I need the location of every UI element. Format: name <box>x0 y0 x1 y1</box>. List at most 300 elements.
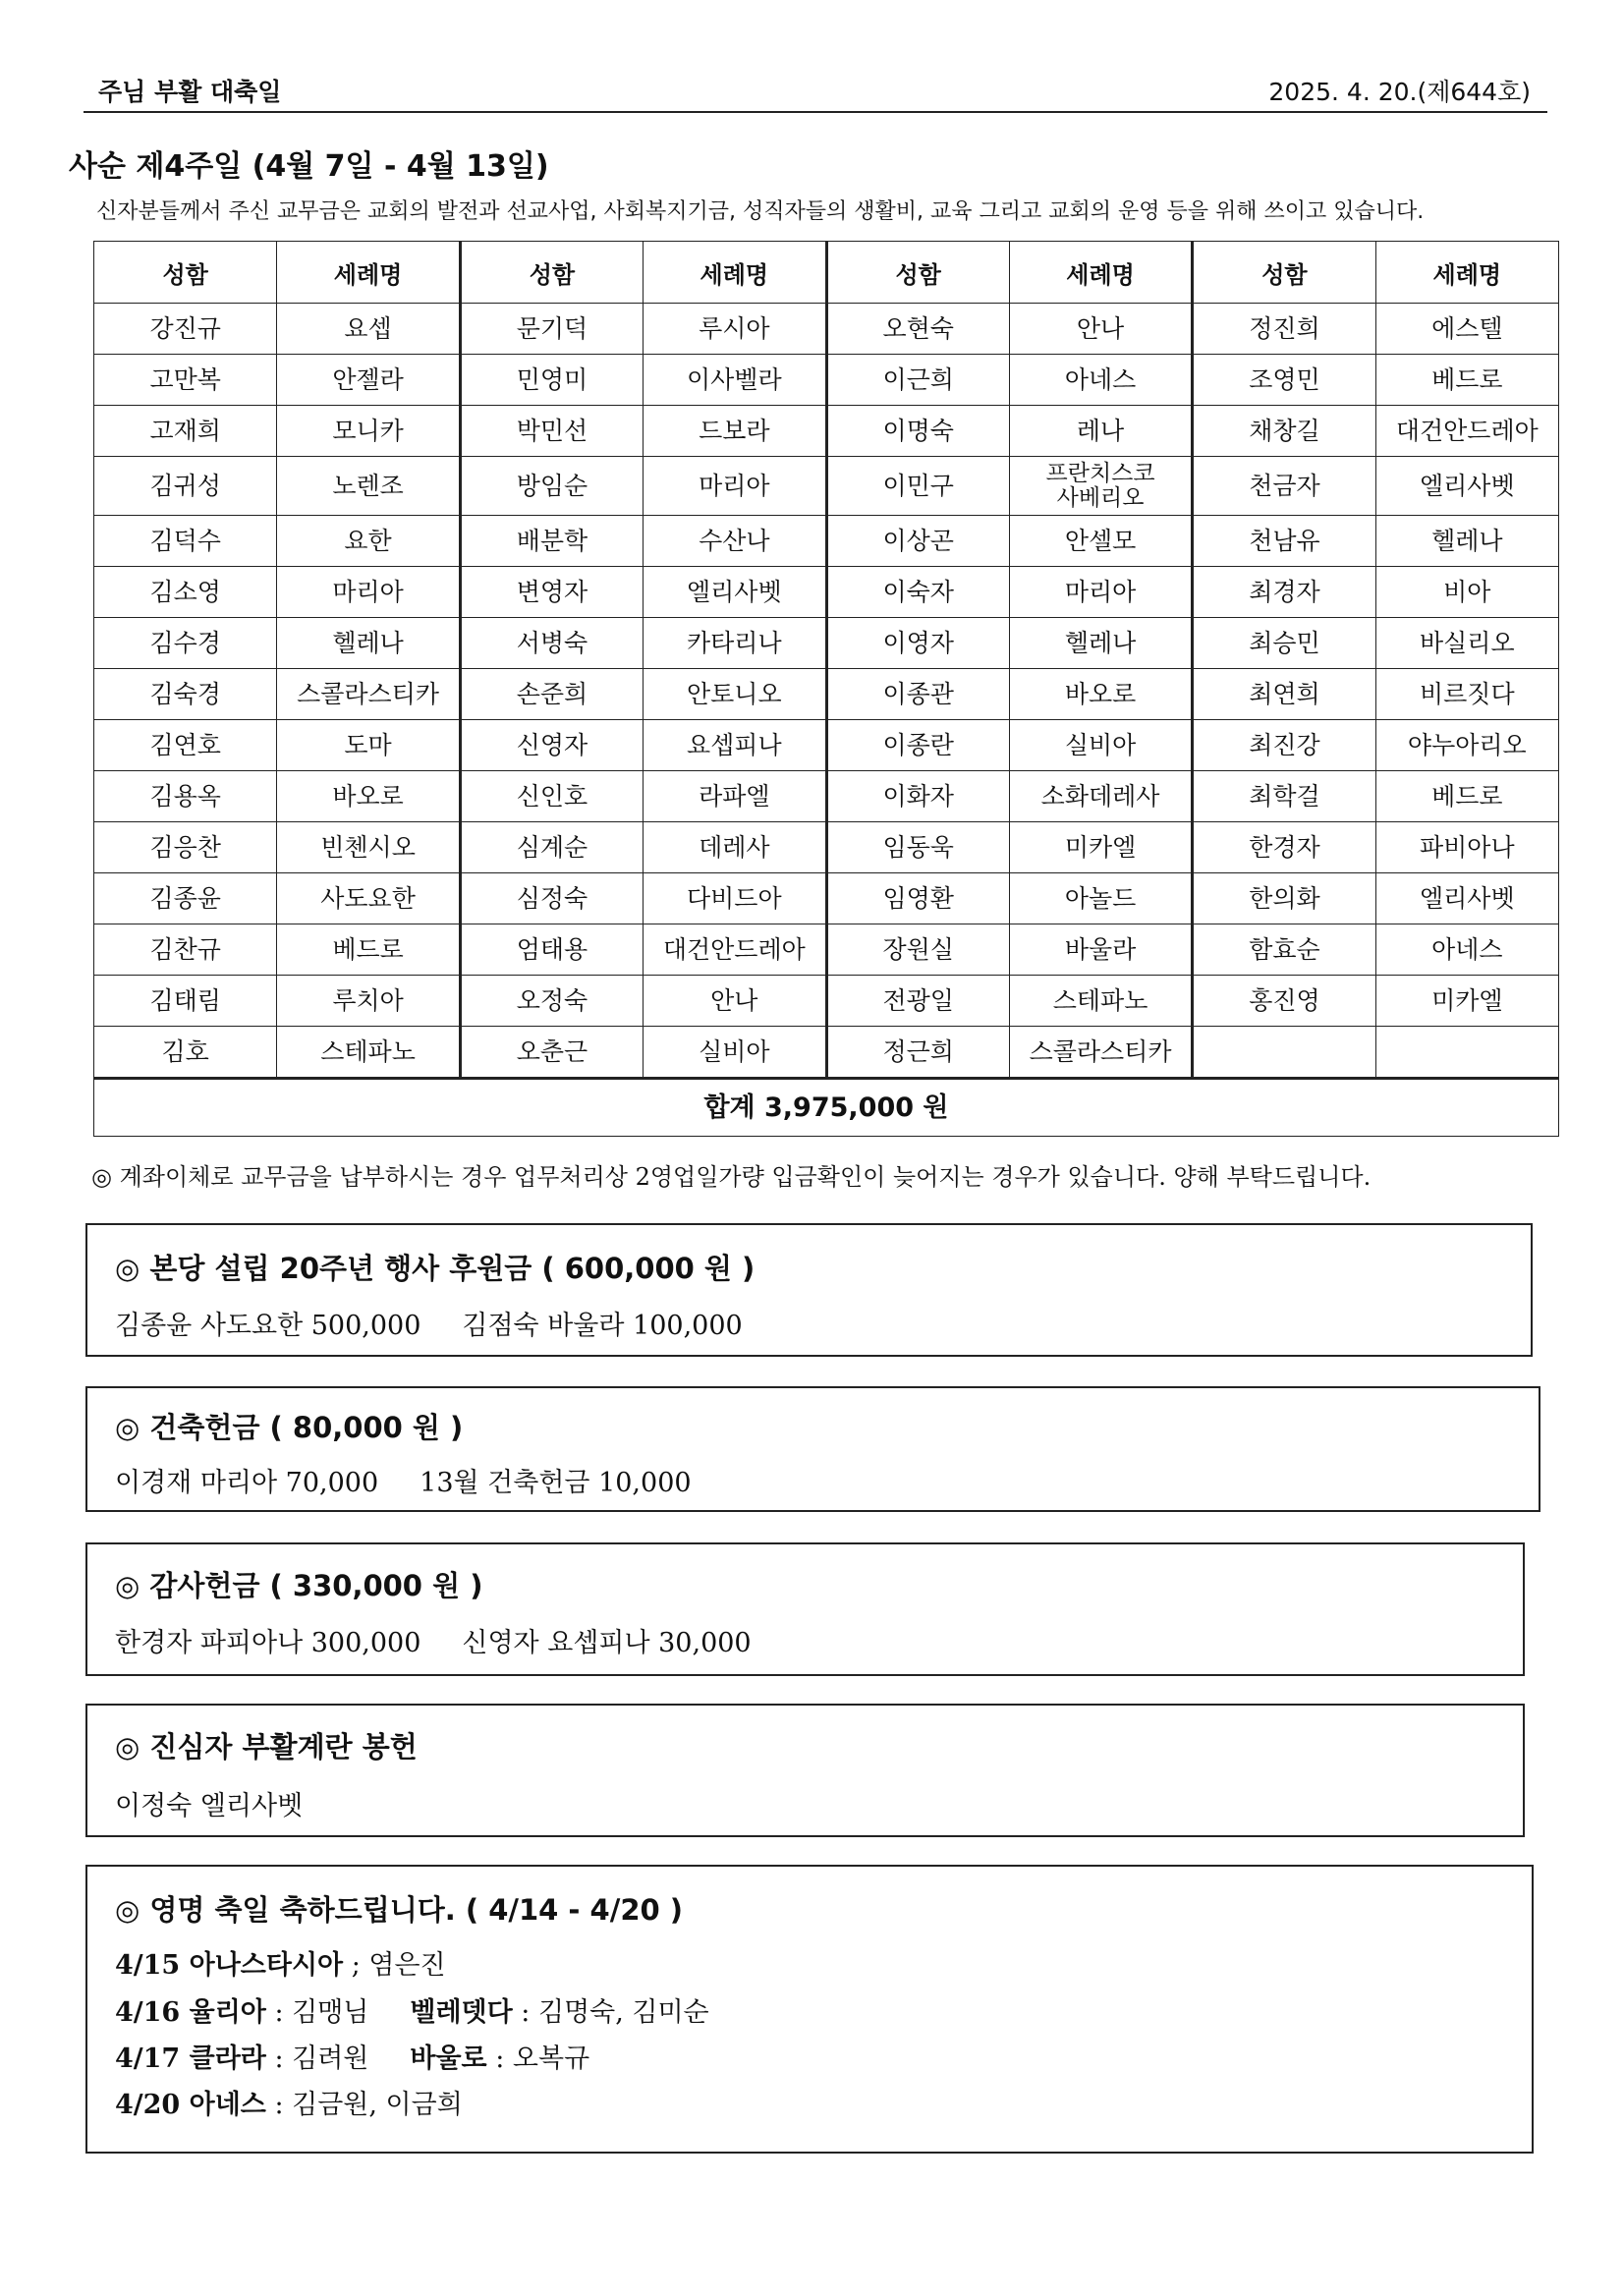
cell-text: 헬레나 <box>1431 527 1503 555</box>
table-row <box>94 822 1559 873</box>
donor-name-cell <box>460 924 643 976</box>
feast-line <box>115 2037 589 2075</box>
cell-text: 드보라 <box>699 417 770 445</box>
cell-text: 신영자 <box>516 731 588 759</box>
cell-text: 김용옥 <box>149 782 221 811</box>
cell-text: 한의화 <box>1249 884 1320 913</box>
donor-name-cell <box>460 771 643 822</box>
cell-text: 아놀드 <box>1064 884 1137 913</box>
cell-text: 프란치스코 사베리오 <box>1045 461 1155 511</box>
cell-text: 비르짓다 <box>1420 680 1515 708</box>
donor-name-cell <box>826 516 1009 567</box>
box-entries <box>115 1621 752 1659</box>
cell-text: 엄태용 <box>516 935 588 964</box>
baptismal-name-cell <box>644 618 826 669</box>
feast-people: 김려원 <box>292 2044 369 2074</box>
box-title: ◎ 본당 설립 20주년 행사 후원금 ( 600,000 원 ) <box>115 1252 756 1285</box>
baptismal-name-cell <box>644 1027 826 1079</box>
cell-text: 안토니오 <box>687 680 782 708</box>
baptismal-name-cell <box>644 771 826 822</box>
cell-text: 바울라 <box>1064 935 1137 964</box>
cell-text: 최연희 <box>1249 680 1320 708</box>
cell-text: 아네스 <box>1064 365 1137 394</box>
donor-name-cell <box>1193 669 1375 720</box>
baptismal-name-cell <box>1375 355 1558 406</box>
feast-line <box>115 1943 446 1982</box>
cell-text: 김귀성 <box>149 472 221 500</box>
cell-text: 임영환 <box>882 884 954 913</box>
cell-text: 손준희 <box>516 680 588 708</box>
baptismal-name-cell <box>644 567 826 618</box>
cell-text: 바실리오 <box>1420 629 1515 657</box>
cell-text: 오정숙 <box>516 986 588 1015</box>
donation-entry: 한경자 파피아나 300,000 <box>115 1628 421 1658</box>
cell-text: 노렌조 <box>332 472 404 500</box>
donor-name-cell <box>826 873 1009 924</box>
donor-name-cell <box>94 720 277 771</box>
donor-name-cell <box>460 516 643 567</box>
cell-text: 이화자 <box>882 782 954 811</box>
cell-text: 김소영 <box>149 578 221 606</box>
cell-text: 비아 <box>1443 578 1491 606</box>
cell-text: 소화데레사 <box>1040 782 1160 811</box>
baptismal-name-cell <box>1009 822 1192 873</box>
cell-text: 대건안드레아 <box>1395 417 1539 445</box>
donor-name-cell <box>826 406 1009 457</box>
donor-name-cell <box>460 618 643 669</box>
cell-text: 박민선 <box>516 417 588 445</box>
cell-text: 천금자 <box>1249 472 1320 500</box>
cell-text: 데레사 <box>699 833 770 862</box>
table-row <box>94 406 1559 457</box>
cell-text: 고재희 <box>149 417 221 445</box>
cell-text: 김태림 <box>149 986 221 1015</box>
cell-text: 요셉 <box>344 314 392 343</box>
cell-text: 김종윤 <box>149 884 221 913</box>
baptismal-name-cell <box>1009 720 1192 771</box>
baptismal-name-cell <box>277 1027 460 1079</box>
cell-text: 장원실 <box>882 935 954 964</box>
donor-name-cell <box>1193 873 1375 924</box>
baptismal-name-cell <box>277 618 460 669</box>
donor-name-cell <box>94 406 277 457</box>
donor-name-cell <box>94 457 277 516</box>
bulletin-date-issue: 2025. 4. 20.(제644호) <box>1268 78 1531 106</box>
cell-text: 헬레나 <box>1064 629 1137 657</box>
cell-text: 도마 <box>344 731 392 759</box>
table-row <box>94 1027 1559 1079</box>
baptismal-name-cell <box>1009 355 1192 406</box>
cell-text: 조영민 <box>1249 365 1320 394</box>
baptismal-name-cell <box>1009 406 1192 457</box>
cell-text: 임동욱 <box>882 833 954 862</box>
cell-text: 전광일 <box>882 986 954 1015</box>
donor-name-cell <box>460 669 643 720</box>
cell-text: 대건안드레아 <box>662 935 806 964</box>
cell-text: 엘리사벳 <box>1420 884 1515 913</box>
baptismal-name-cell <box>277 976 460 1027</box>
cell-text: 이숙자 <box>882 578 954 606</box>
donation-entry: 이경재 마리아 70,000 <box>115 1468 379 1498</box>
donor-name-cell <box>826 304 1009 355</box>
donor-name-cell <box>1193 618 1375 669</box>
cell-text: 베드로 <box>1431 365 1503 394</box>
donor-name-cell <box>94 618 277 669</box>
feast-people: 김금원, 이금희 <box>292 2090 463 2120</box>
cell-text: 스테파노 <box>1052 986 1148 1015</box>
baptismal-name-cell <box>644 516 826 567</box>
cell-text: 요셉피나 <box>687 731 782 759</box>
table-row <box>94 618 1559 669</box>
baptismal-name-cell <box>1375 457 1558 516</box>
cell-text: 정근희 <box>882 1037 954 1066</box>
cell-text: 사도요한 <box>320 884 416 913</box>
easter-egg-offering-box <box>85 1704 1525 1837</box>
cell-text: 고만복 <box>149 365 221 394</box>
table-header-row <box>94 242 1559 304</box>
baptismal-name-cell <box>277 304 460 355</box>
donor-name-cell <box>1193 516 1375 567</box>
baptismal-name-cell <box>1375 720 1558 771</box>
donor-name-cell <box>1193 924 1375 976</box>
baptismal-name-cell <box>1009 873 1192 924</box>
donor-name-cell <box>826 924 1009 976</box>
baptismal-name-cell <box>1375 924 1558 976</box>
anniversary-donation-box <box>85 1223 1533 1357</box>
cell-text: 미카엘 <box>1064 833 1137 862</box>
donor-name-cell <box>826 771 1009 822</box>
cell-text: 마리아 <box>699 472 770 500</box>
donor-name-cell <box>94 567 277 618</box>
column-header: 성함 <box>460 242 643 304</box>
box-entries <box>115 1784 303 1822</box>
cell-text: 이종관 <box>882 680 954 708</box>
table-row <box>94 567 1559 618</box>
cell-text: 김찬규 <box>149 935 221 964</box>
donor-name-cell <box>1193 822 1375 873</box>
donor-name-cell <box>94 822 277 873</box>
baptismal-name-cell <box>1375 669 1558 720</box>
feast-line <box>115 1990 709 2029</box>
baptismal-name-cell <box>1375 618 1558 669</box>
cell-text: 정진희 <box>1249 314 1320 343</box>
donor-name-cell <box>94 1027 277 1079</box>
feast-line <box>115 2083 463 2121</box>
donor-name-cell <box>826 822 1009 873</box>
baptismal-name-cell <box>1009 771 1192 822</box>
baptismal-name-cell <box>277 771 460 822</box>
cell-text: 에스텔 <box>1431 314 1503 343</box>
separator: ; <box>343 1950 369 1981</box>
column-header: 세례명 <box>1009 242 1192 304</box>
donor-name-cell <box>826 720 1009 771</box>
cell-text: 카타리나 <box>687 629 782 657</box>
donor-name-cell <box>94 355 277 406</box>
baptismal-name-cell <box>1375 976 1558 1027</box>
donor-name-cell <box>826 669 1009 720</box>
feast-saint: 4/15 아나스타시아 <box>115 1950 344 1981</box>
cell-text: 레나 <box>1076 417 1125 445</box>
transfer-notice: ◎ 계좌이체로 교무금을 납부하시는 경우 업무처리상 2영업일가량 입금확인이 늦어지는 경우가 있습니다. 양해 부탁드립니다. <box>91 1163 1372 1191</box>
donor-name-cell <box>460 457 643 516</box>
feast-people: 염은진 <box>368 1950 446 1981</box>
cell-text: 오현숙 <box>882 314 954 343</box>
donor-name-cell <box>460 567 643 618</box>
baptismal-name-cell <box>1009 976 1192 1027</box>
table-row <box>94 720 1559 771</box>
donor-name-cell <box>1193 355 1375 406</box>
cell-text: 빈첸시오 <box>320 833 416 862</box>
table-row <box>94 457 1559 516</box>
donor-name-cell <box>826 567 1009 618</box>
table-row <box>94 669 1559 720</box>
donor-name-cell <box>460 822 643 873</box>
feast-saint: 4/17 클라라 <box>115 2044 266 2074</box>
baptismal-name-cell <box>644 720 826 771</box>
table-row <box>94 355 1559 406</box>
donation-entry: 김종윤 사도요한 500,000 <box>115 1311 421 1341</box>
donation-entry: 13월 건축헌금 10,000 <box>420 1468 692 1498</box>
separator: : <box>265 2090 293 2120</box>
cell-text: 최진강 <box>1249 731 1320 759</box>
cell-text: 채창길 <box>1249 417 1320 445</box>
cell-text: 최승민 <box>1249 629 1320 657</box>
cell-text: 서병숙 <box>516 629 588 657</box>
donor-name-cell <box>1193 457 1375 516</box>
section-intro: 신자분들께서 주신 교무금은 교회의 발전과 선교사업, 사회복지기금, 성직자들의 생활비, 교육 그리고 교회의 운영 등을 위해 쓰이고 있습니다. <box>96 199 1425 224</box>
donor-name-cell <box>1193 1027 1375 1079</box>
cell-text: 마리아 <box>332 578 404 606</box>
cell-text: 마리아 <box>1064 578 1137 606</box>
cell-text: 방임순 <box>516 472 588 500</box>
cell-text: 베드로 <box>332 935 404 964</box>
column-header: 성함 <box>94 242 277 304</box>
cell-text: 이명숙 <box>882 417 954 445</box>
table-row <box>94 924 1559 976</box>
baptismal-name-cell <box>277 669 460 720</box>
cell-text: 바오로 <box>1064 680 1137 708</box>
donor-name-cell <box>460 304 643 355</box>
cell-text: 안나 <box>1076 314 1125 343</box>
cell-text: 오춘근 <box>516 1037 588 1066</box>
donor-name-cell <box>94 304 277 355</box>
cell-text: 모니카 <box>332 417 404 445</box>
table-row <box>94 873 1559 924</box>
baptismal-name-cell <box>644 669 826 720</box>
separator: : <box>265 1997 293 2028</box>
baptismal-name-cell <box>1009 304 1192 355</box>
baptismal-name-cell <box>1375 567 1558 618</box>
cell-text: 홍진영 <box>1249 986 1320 1015</box>
feast-saint: 바울로 <box>410 2044 487 2074</box>
baptismal-name-cell <box>1375 822 1558 873</box>
section-title: 사순 제4주일 (4월 7일 - 4월 13일) <box>69 149 549 184</box>
cell-text: 야누아리오 <box>1407 731 1527 759</box>
cell-text: 변영자 <box>516 578 588 606</box>
baptismal-name-cell <box>277 516 460 567</box>
table-row <box>94 771 1559 822</box>
cell-text: 스콜라스티카 <box>1029 1037 1172 1066</box>
cell-text: 김덕수 <box>149 527 221 555</box>
donor-name-cell <box>1193 406 1375 457</box>
cell-text: 다비드아 <box>687 884 782 913</box>
donor-name-cell <box>460 1027 643 1079</box>
cell-text: 이민구 <box>882 472 954 500</box>
baptismal-name-cell <box>277 873 460 924</box>
table-total-row <box>94 1079 1559 1137</box>
donor-name-cell <box>826 976 1009 1027</box>
column-header: 세례명 <box>1375 242 1558 304</box>
donor-name-cell <box>460 873 643 924</box>
donation-entry: 신영자 요셉피나 30,000 <box>462 1628 752 1658</box>
separator: : <box>486 2044 513 2074</box>
donor-name-cell <box>1193 304 1375 355</box>
cell-text: 안셀모 <box>1064 527 1137 555</box>
donor-name-cell <box>460 355 643 406</box>
cell-text: 이영자 <box>882 629 954 657</box>
baptismal-name-cell <box>277 720 460 771</box>
donor-name-cell <box>94 516 277 567</box>
cell-text: 김숙경 <box>149 680 221 708</box>
box-entries <box>115 1461 692 1499</box>
cell-text: 강진규 <box>149 314 221 343</box>
donor-name-cell <box>826 1027 1009 1079</box>
table-row <box>94 516 1559 567</box>
cell-text: 미카엘 <box>1431 986 1503 1015</box>
cell-text: 안젤라 <box>332 365 404 394</box>
feast-people: 김명숙, 김미순 <box>537 1997 709 2028</box>
header-divider <box>84 111 1547 113</box>
donor-name-cell <box>826 457 1009 516</box>
cell-text: 이상곤 <box>882 527 954 555</box>
box-title: ◎ 건축헌금 ( 80,000 원 ) <box>115 1411 464 1444</box>
cell-text: 베드로 <box>1431 782 1503 811</box>
separator: : <box>512 1997 538 2028</box>
baptismal-name-cell <box>277 924 460 976</box>
cell-text: 실비아 <box>1064 731 1137 759</box>
donor-name-cell <box>826 618 1009 669</box>
baptismal-name-cell <box>277 457 460 516</box>
cell-text: 심계순 <box>516 833 588 862</box>
cell-text: 신인호 <box>516 782 588 811</box>
cell-text: 이사벨라 <box>687 365 782 394</box>
baptismal-name-cell <box>1375 406 1558 457</box>
baptismal-name-cell <box>644 406 826 457</box>
donor-name-cell <box>94 669 277 720</box>
feast-day-box <box>85 1865 1534 2154</box>
cell-text: 김수경 <box>149 629 221 657</box>
donor-name-cell <box>94 873 277 924</box>
feast-people: 오복규 <box>512 2044 590 2074</box>
baptismal-name-cell <box>644 873 826 924</box>
baptismal-name-cell <box>1009 618 1192 669</box>
box-entries <box>115 1304 743 1342</box>
feast-saint: 벨레뎃다 <box>410 1997 513 2028</box>
column-header: 세례명 <box>644 242 826 304</box>
cell-text: 실비아 <box>699 1037 770 1066</box>
cell-text: 최경자 <box>1249 578 1320 606</box>
donor-name-cell <box>1193 976 1375 1027</box>
baptismal-name-cell <box>1009 924 1192 976</box>
feast-people: 김맹님 <box>292 1997 369 2028</box>
donor-name-cell <box>460 720 643 771</box>
table-row <box>94 976 1559 1027</box>
donor-name-cell <box>94 924 277 976</box>
thanks-offering-box <box>85 1542 1525 1676</box>
cell-text: 바오로 <box>332 782 404 811</box>
cell-text: 이종란 <box>882 731 954 759</box>
separator: : <box>265 2044 293 2074</box>
box-title: ◎ 감사헌금 ( 330,000 원 ) <box>115 1569 483 1602</box>
donor-name-cell <box>460 976 643 1027</box>
donor-name-cell <box>1193 720 1375 771</box>
box-title: ◎ 진심자 부활계란 봉헌 <box>115 1730 418 1764</box>
baptismal-name-cell <box>644 976 826 1027</box>
donor-name-cell <box>94 976 277 1027</box>
cell-text: 김연호 <box>149 731 221 759</box>
column-header: 성함 <box>826 242 1009 304</box>
cell-text: 스테파노 <box>320 1037 416 1066</box>
baptismal-name-cell <box>1009 516 1192 567</box>
baptismal-name-cell <box>277 567 460 618</box>
cell-text: 안나 <box>710 986 758 1015</box>
baptismal-name-cell <box>1375 1027 1558 1079</box>
bulletin-occasion: 주님 부활 대축일 <box>98 78 282 106</box>
baptismal-name-cell <box>644 924 826 976</box>
cell-text: 문기덕 <box>516 314 588 343</box>
baptismal-name-cell <box>1375 516 1558 567</box>
cell-text: 라파엘 <box>699 782 770 811</box>
baptismal-name-cell <box>1009 1027 1192 1079</box>
feast-saint: 4/20 아네스 <box>115 2090 266 2120</box>
total-amount: 합계 3,975,000 원 <box>94 1079 1559 1137</box>
cell-text: 김응찬 <box>149 833 221 862</box>
cell-text: 스콜라스티카 <box>297 680 440 708</box>
donor-name-cell <box>1193 771 1375 822</box>
baptismal-name-cell <box>277 822 460 873</box>
baptismal-name-cell <box>277 406 460 457</box>
cell-text: 헬레나 <box>332 629 404 657</box>
cell-text: 루시아 <box>699 314 770 343</box>
baptismal-name-cell <box>644 355 826 406</box>
cell-text: 김호 <box>161 1037 209 1066</box>
baptismal-name-cell <box>1375 304 1558 355</box>
table-row <box>94 304 1559 355</box>
donor-name-cell <box>826 355 1009 406</box>
column-header: 성함 <box>1193 242 1375 304</box>
cell-text: 아네스 <box>1431 935 1503 964</box>
baptismal-name-cell <box>1009 567 1192 618</box>
donor-name-cell <box>460 406 643 457</box>
cell-text: 엘리사벳 <box>1420 472 1515 500</box>
baptismal-name-cell <box>1009 669 1192 720</box>
cell-text: 루치아 <box>332 986 404 1015</box>
donor-name-cell <box>94 771 277 822</box>
box-title: ◎ 영명 축일 축하드립니다. ( 4/14 - 4/20 ) <box>115 1893 684 1927</box>
baptismal-name-cell <box>1375 873 1558 924</box>
donor-name-cell <box>1193 567 1375 618</box>
building-fund-box <box>85 1386 1540 1512</box>
baptismal-name-cell <box>1375 771 1558 822</box>
column-header: 세례명 <box>277 242 460 304</box>
cell-text: 민영미 <box>516 365 588 394</box>
feast-saint: 4/16 율리아 <box>115 1997 266 2028</box>
cell-text: 이근희 <box>882 365 954 394</box>
donation-entry: 김점숙 바울라 100,000 <box>462 1311 743 1341</box>
cell-text: 배분학 <box>516 527 588 555</box>
baptismal-name-cell <box>644 822 826 873</box>
cell-text: 요한 <box>344 527 392 555</box>
